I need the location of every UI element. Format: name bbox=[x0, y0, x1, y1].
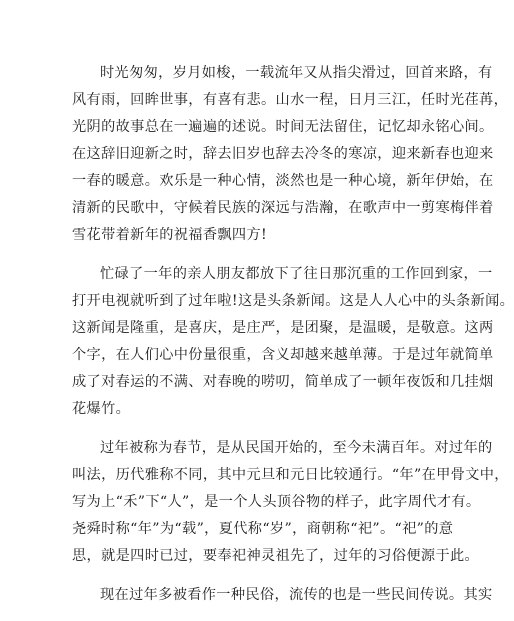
text-line: 打开电视就听到了过年啦!这是头条新闻。这是人人心中的头条新闻。 bbox=[72, 293, 514, 309]
text-line: 叫法，历代雅称不同，其中元旦和元日比较通行。“年”在甲骨文中， bbox=[72, 467, 509, 483]
text-line: 时光匆匆，岁月如梭，一载流年又从指尖滑过，回首来路，有 bbox=[100, 65, 493, 81]
text-line: 雪花带着新年的祝福香飘四方! bbox=[72, 227, 268, 243]
text-line: 这新闻是隆重，是喜庆，是庄严，是团聚，是温暖，是敬意。这两 bbox=[72, 320, 494, 336]
text-line: 忙碌了一年的亲人朋友都放下了往日那沉重的工作回到家，一 bbox=[100, 266, 493, 282]
text-line: 风有雨，回眸世事，有喜有悲。山水一程，日月三江，任时光荏苒， bbox=[72, 92, 509, 108]
text-line: 个字，在人们心中份量很重，含义却越来越单薄。于是过年就简单 bbox=[72, 347, 494, 363]
paragraph-2 bbox=[72, 261, 514, 423]
paragraph-4 bbox=[72, 582, 493, 609]
text-line: 思，就是四时已过，要奉祀神灵祖先了，过年的习俗便源于此。 bbox=[72, 548, 480, 564]
text-line: 现在过年多被看作一种民俗，流传的也是一些民间传说。其实 bbox=[100, 587, 493, 603]
text-line: 光阴的故事总在一遍遍的述说。时间无法留住，记忆却永铭心间。 bbox=[72, 119, 494, 135]
document-body bbox=[72, 60, 514, 621]
paragraph-1 bbox=[72, 60, 509, 249]
text-line: 写为上“禾”下“人”，是一个人头顶谷物的样子，此字周代才有。 bbox=[72, 494, 481, 510]
text-line: 一春的暖意。欢乐是一种心情，淡然也是一种心境，新年伊始，在 bbox=[72, 173, 494, 189]
text-line: 成了对春运的不满、对春晚的唠叨，简单成了一顿年夜饭和几挂烟 bbox=[72, 374, 494, 390]
text-line: 花爆竹。 bbox=[72, 401, 131, 417]
text-line: 过年被称为春节，是从民国开始的，至今未满百年。对过年的 bbox=[100, 440, 493, 456]
text-line: 清新的民歌中，守候着民族的深远与浩瀚，在歌声中一剪寒梅伴着 bbox=[72, 200, 494, 216]
text-line: 在这辞旧迎新之时，辞去旧岁也辞去冷冬的寒凉，迎来新春也迎来 bbox=[72, 146, 494, 162]
paragraph-3 bbox=[72, 435, 509, 570]
text-line: 尧舜时称“年”为“载”，夏代称“岁”，商朝称“祀”。“祀”的意 bbox=[72, 521, 454, 537]
